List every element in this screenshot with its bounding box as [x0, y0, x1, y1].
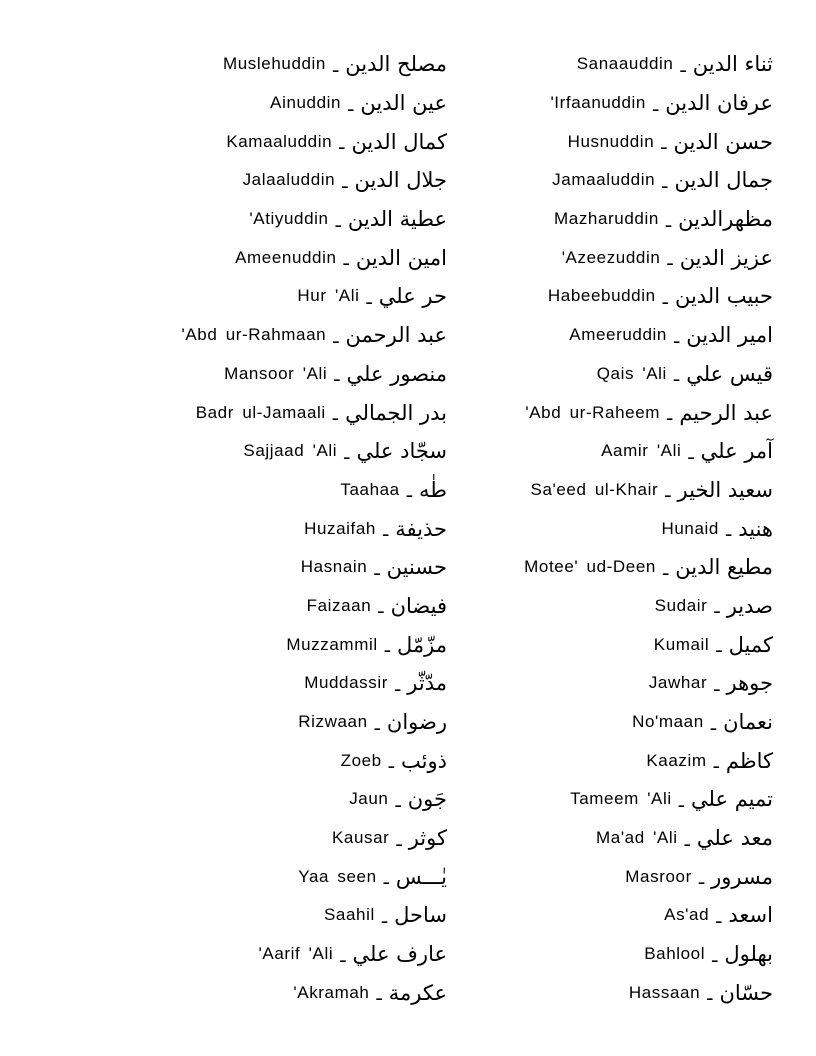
name-entry [286, 625, 447, 664]
latin-name: Husnuddin [567, 131, 655, 151]
separator-dash: ـ [673, 326, 680, 348]
arabic-name: نعمان [723, 710, 773, 735]
separator-dash: ـ [340, 945, 346, 967]
separator-dash: ـ [395, 674, 401, 696]
name-entry [235, 238, 447, 277]
arabic-name: عبد الرحمن [345, 323, 447, 348]
name-entry [548, 277, 773, 316]
name-entry [552, 161, 773, 200]
latin-name: 'Azeezuddin [561, 247, 661, 267]
latin-name: Huzaifah [304, 518, 376, 538]
name-entry [304, 664, 447, 703]
arabic-name: بهلول [724, 942, 773, 967]
latin-name: Faizaan [306, 595, 372, 615]
name-entry [243, 161, 447, 200]
arabic-name: كميل [728, 632, 773, 657]
latin-name: Aamir 'Ali [601, 441, 682, 461]
latin-name: Muzzammil [286, 634, 378, 654]
latin-name: Qais 'Ali [596, 363, 667, 383]
name-entry [644, 935, 773, 974]
separator-dash: ـ [667, 404, 673, 426]
name-entry [307, 587, 447, 626]
latin-name: Kamaaluddin [226, 131, 333, 151]
separator-dash: ـ [665, 481, 671, 503]
name-entry [655, 587, 773, 626]
latin-name: Ainuddin [270, 93, 342, 113]
name-entry [226, 122, 447, 161]
latin-name: 'Abd ur-Raheem [525, 402, 661, 422]
latin-name: Ma'ad 'Ali [596, 828, 678, 848]
latin-name: Hur 'Ali [297, 286, 360, 306]
separator-dash: ـ [332, 404, 339, 426]
name-entry [569, 316, 773, 355]
latin-name: Kumail [653, 634, 710, 654]
latin-name: Mazharuddin [554, 209, 659, 229]
separator-dash: ـ [396, 829, 402, 851]
separator-dash: ـ [698, 868, 705, 890]
name-entry [554, 200, 773, 239]
separator-dash: ـ [334, 365, 340, 387]
separator-dash: ـ [343, 249, 349, 271]
latin-name: Tameem 'Ali [570, 789, 672, 809]
latin-name: Badr ul-Jamaali [195, 402, 326, 422]
separator-dash: ـ [381, 906, 388, 928]
separator-dash: ـ [374, 713, 380, 735]
name-entry [224, 355, 447, 394]
name-entry [625, 857, 773, 896]
arabic-name: ساحل [394, 903, 447, 928]
latin-name: Yaa seen [298, 866, 377, 886]
separator-dash: ـ [332, 55, 339, 77]
arabic-name: مصلح الدين [345, 52, 447, 77]
separator-dash: ـ [384, 636, 390, 658]
arabic-name: جلال الدين [354, 168, 447, 193]
separator-dash: ـ [713, 752, 719, 774]
arabic-name: آمر علي [700, 439, 773, 464]
separator-dash: ـ [714, 597, 720, 619]
arabic-name: مسرور [711, 864, 773, 889]
name-entry [577, 45, 773, 84]
name-entry [568, 122, 773, 161]
separator-dash: ـ [665, 210, 672, 232]
latin-name: Bahlool [644, 944, 706, 964]
name-entry [304, 509, 447, 548]
name-entry [293, 974, 447, 1013]
name-entry [298, 703, 447, 742]
separator-dash: ـ [662, 558, 669, 580]
latin-name: Mansoor 'Ali [224, 363, 328, 383]
separator-dash: ـ [395, 790, 401, 812]
name-entry [243, 432, 447, 471]
latin-name: Sajjaad 'Ali [243, 441, 338, 461]
latin-name: 'Aarif 'Ali [258, 944, 334, 964]
name-entry [596, 819, 773, 858]
arabic-name: عزيز الدين [679, 245, 773, 270]
latin-name: 'Atiyuddin [249, 209, 329, 229]
arabic-name: امين الدين [355, 245, 447, 270]
separator-dash: ـ [680, 55, 686, 77]
name-entry [182, 316, 448, 355]
separator-dash: ـ [382, 520, 389, 542]
arabic-name: منصور علي [346, 361, 447, 386]
separator-dash: ـ [662, 287, 668, 309]
name-entry [570, 780, 773, 819]
name-entry [249, 200, 447, 239]
arabic-name: كاظم [725, 748, 773, 773]
arabic-name: مدّثّر [407, 671, 447, 696]
arabic-name: حسن الدين [673, 129, 773, 154]
separator-dash: ـ [342, 171, 348, 193]
latin-name: Muslehuddin [222, 54, 326, 74]
latin-name: Motee' ud-Deen [524, 557, 656, 577]
latin-name: Jalaaluddin [242, 170, 336, 190]
separator-dash: ـ [383, 868, 389, 890]
arabic-name: صدير [726, 593, 773, 618]
arabic-name: حر علي [378, 284, 447, 309]
name-entry [654, 625, 773, 664]
separator-dash: ـ [661, 133, 667, 155]
separator-dash: ـ [378, 597, 384, 619]
arabic-name: ثناء الدين [692, 52, 773, 77]
separator-dash: ـ [366, 287, 372, 309]
separator-dash: ـ [406, 481, 413, 503]
separator-dash: ـ [376, 984, 382, 1006]
name-entry [270, 84, 447, 123]
arabic-name: عين الدين [360, 91, 447, 116]
separator-dash: ـ [673, 365, 680, 387]
arabic-name: كوثر [408, 826, 447, 851]
latin-name: Hassaan [628, 982, 701, 1002]
separator-dash: ـ [662, 171, 668, 193]
arabic-name: عبد الرحيم [679, 400, 773, 425]
latin-name: Hunaid [661, 518, 719, 538]
name-entry [629, 974, 773, 1013]
names-column-left [182, 45, 448, 1012]
latin-name: Masroor [625, 866, 692, 886]
name-entry [223, 45, 447, 84]
arabic-name: سجّاد علي [356, 439, 447, 464]
arabic-name: عكرمة [388, 980, 447, 1005]
arabic-name: حبيب الدين [674, 284, 773, 309]
arabic-name: كمال الدين [351, 129, 447, 154]
latin-name: Muddassir [304, 673, 389, 693]
separator-dash: ـ [678, 790, 685, 812]
arabic-name: عرفان الدين [665, 91, 773, 116]
name-entry [340, 471, 447, 510]
latin-name: Zoeb [340, 750, 382, 770]
latin-name: Sudair [654, 595, 708, 615]
name-entry [661, 509, 773, 548]
latin-name: Ameenuddin [235, 247, 337, 267]
separator-dash: ـ [707, 984, 713, 1006]
arabic-name: طٰه [419, 477, 447, 502]
arabic-name: مزّمّل [397, 632, 447, 657]
separator-dash: ـ [725, 520, 732, 542]
arabic-name: قيس علي [686, 361, 773, 386]
latin-name: As'ad [664, 905, 710, 925]
latin-name: Kausar [331, 828, 390, 848]
arabic-name: مطيع الدين [675, 555, 773, 580]
name-entry [324, 896, 447, 935]
latin-name: Jamaaluddin [552, 170, 656, 190]
latin-name: Ameeruddin [569, 325, 667, 345]
latin-name: Taahaa [340, 479, 400, 499]
separator-dash: ـ [652, 94, 659, 116]
arabic-name: حذيفة [395, 516, 447, 541]
name-entry [531, 471, 773, 510]
name-entry [550, 84, 773, 123]
arabic-name: عارف علي [352, 942, 447, 967]
separator-dash: ـ [688, 442, 694, 464]
arabic-name: حسنين [386, 555, 447, 580]
latin-name: Sa'eed ul-Khair [530, 479, 659, 499]
name-entry [649, 664, 773, 703]
latin-name: Habeebuddin [547, 286, 656, 306]
name-entry [597, 355, 773, 394]
separator-dash: ـ [374, 558, 380, 580]
name-entry [646, 741, 773, 780]
latin-name: Kaazim [646, 750, 707, 770]
name-entry [601, 432, 773, 471]
arabic-name: مظهرالدين [678, 207, 773, 232]
latin-name: 'Akramah [293, 982, 370, 1002]
arabic-name: بدر الجمالي [345, 400, 447, 425]
separator-dash: ـ [339, 133, 345, 155]
name-entry [297, 277, 447, 316]
names-column-right [524, 45, 773, 1012]
arabic-name: جوهر [726, 671, 773, 696]
separator-dash: ـ [348, 94, 354, 116]
latin-name: Sanaauddin [576, 54, 674, 74]
separator-dash: ـ [712, 945, 718, 967]
latin-name: Jawhar [648, 673, 708, 693]
separator-dash: ـ [714, 674, 720, 696]
name-entry [341, 741, 447, 780]
separator-dash: ـ [667, 249, 673, 271]
separator-dash: ـ [335, 210, 341, 232]
separator-dash: ـ [344, 442, 350, 464]
name-entry [525, 393, 773, 432]
arabic-name: جَون [407, 787, 447, 812]
name-entry [332, 819, 447, 858]
name-entry [664, 896, 773, 935]
name-entry [259, 935, 447, 974]
arabic-name: يٰـــس [395, 864, 447, 889]
name-entry [298, 857, 447, 896]
latin-name: No'maan [632, 712, 704, 732]
name-entry [301, 548, 447, 587]
arabic-name: جمال الدين [674, 168, 773, 193]
separator-dash: ـ [388, 752, 395, 774]
arabic-name: اسعد [728, 903, 773, 928]
arabic-name: فيضان [390, 593, 447, 618]
latin-name: 'Abd ur-Rahmaan [181, 325, 327, 345]
separator-dash: ـ [716, 906, 722, 928]
arabic-name: امير الدين [686, 323, 773, 348]
arabic-name: ذوئب [401, 748, 447, 773]
arabic-name: معد علي [696, 826, 773, 851]
arabic-name: سعيد الخير [677, 477, 773, 502]
latin-name: Jaun [349, 789, 389, 809]
arabic-name: رضوان [386, 710, 447, 735]
separator-dash: ـ [710, 713, 717, 735]
name-entry [632, 703, 773, 742]
name-entry [196, 393, 447, 432]
arabic-name: تميم علي [691, 787, 773, 812]
arabic-name: هنيد [738, 516, 773, 541]
arabic-name: عطية الدين [347, 207, 447, 232]
name-entry [524, 548, 773, 587]
name-entry [349, 780, 447, 819]
latin-name: Rizwaan [298, 712, 368, 732]
separator-dash: ـ [716, 636, 722, 658]
latin-name: Saahil [323, 905, 375, 925]
name-entry [562, 238, 773, 277]
separator-dash: ـ [333, 326, 339, 348]
arabic-name: حسّان [719, 980, 773, 1005]
latin-name: Hasnain [300, 557, 368, 577]
latin-name: 'Irfaanuddin [550, 93, 646, 113]
separator-dash: ـ [684, 829, 690, 851]
